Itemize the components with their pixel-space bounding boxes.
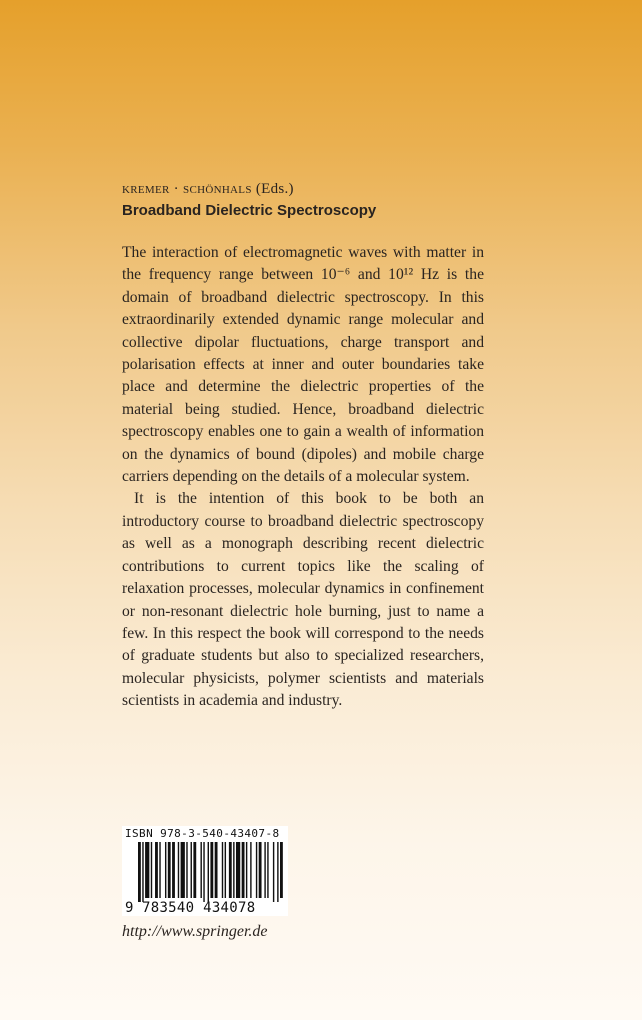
- editors-suffix: (Eds.): [255, 181, 294, 197]
- description-paragraph-2: It is the intention of this book to be both an introductory course to broadband dielectric spectroscopy as well as a monograph describing recent dielectric contributions to current topics like the scaling of relaxation processes, molecular dynamics in confinement or non-resonant dielectric hole burning, just to name a few. In this respect the book will correspond to the needs of graduate students but also to specialized researchers, molecular physicists, polymer scientists and materials scientists in academia and industry.: [122, 490, 484, 710]
- isbn-barcode: [122, 826, 288, 916]
- book-title: Broadband Dielectric Spectroscopy: [122, 202, 377, 219]
- barcode-bar: [242, 842, 245, 898]
- barcode-bar: [233, 842, 234, 898]
- barcode-bar: [225, 842, 226, 898]
- barcode-bar: [259, 842, 262, 898]
- barcode-bar: [155, 842, 158, 898]
- barcode-bars-icon: [122, 840, 288, 902]
- barcode-bar: [165, 842, 166, 898]
- barcode-bar: [193, 842, 196, 898]
- barcode-bar: [168, 842, 171, 898]
- barcode-bar: [191, 842, 192, 898]
- barcode-bar: [222, 842, 223, 898]
- barcode-bar: [142, 842, 143, 902]
- barcode-bar: [145, 842, 149, 898]
- barcode-bar: [246, 842, 247, 898]
- barcode-bar: [138, 842, 141, 902]
- barcode-bar: [186, 842, 187, 898]
- barcode-bar: [280, 842, 283, 898]
- barcode-bar: [159, 842, 160, 898]
- barcode-bar: [273, 842, 274, 902]
- ean-first-digit: 9: [125, 900, 134, 916]
- barcode-bar: [181, 842, 185, 898]
- publisher-url[interactable]: http://www.springer.de: [122, 923, 268, 940]
- barcode-bar: [178, 842, 179, 898]
- barcode-bar: [267, 842, 268, 898]
- ean-digits: 783540 434078: [142, 900, 256, 916]
- barcode-bar: [203, 842, 204, 902]
- barcode-bar: [151, 842, 152, 898]
- isbn-number: ISBN 978-3-540-43407-8: [125, 827, 280, 840]
- barcode-bar: [208, 842, 209, 902]
- barcode-bar: [172, 842, 175, 898]
- barcode-bar: [256, 842, 257, 898]
- barcode-bar: [236, 842, 240, 898]
- book-description: [122, 242, 484, 713]
- barcode-bar: [277, 842, 278, 902]
- barcode-bar: [215, 842, 218, 898]
- barcode-bar: [200, 842, 201, 898]
- barcode-bar: [229, 842, 232, 898]
- barcode-bar: [250, 842, 251, 898]
- editors-names: kremer · schönhals: [122, 181, 252, 197]
- barcode-bar: [210, 842, 213, 898]
- barcode-bar: [264, 842, 265, 898]
- description-paragraph-1: The interaction of electromagnetic waves with matter in the frequency range between 10⁻⁶ and 10¹² Hz is the domain of broadband dielectric spectroscopy. In this extraordinarily extended dynamic range molecular and collective dipolar fluctuations, charge transport and polarisation effects at inner and outer boundaries take place and determine the dielectric properties of the material being studied. Hence, broadband dielectric spectroscopy enables one to gain a wealth of information on the dynamics of bound (dipoles) and mobile charge carriers depending on the details of a molecular system.: [122, 244, 484, 486]
- editors-credit: [122, 181, 294, 198]
